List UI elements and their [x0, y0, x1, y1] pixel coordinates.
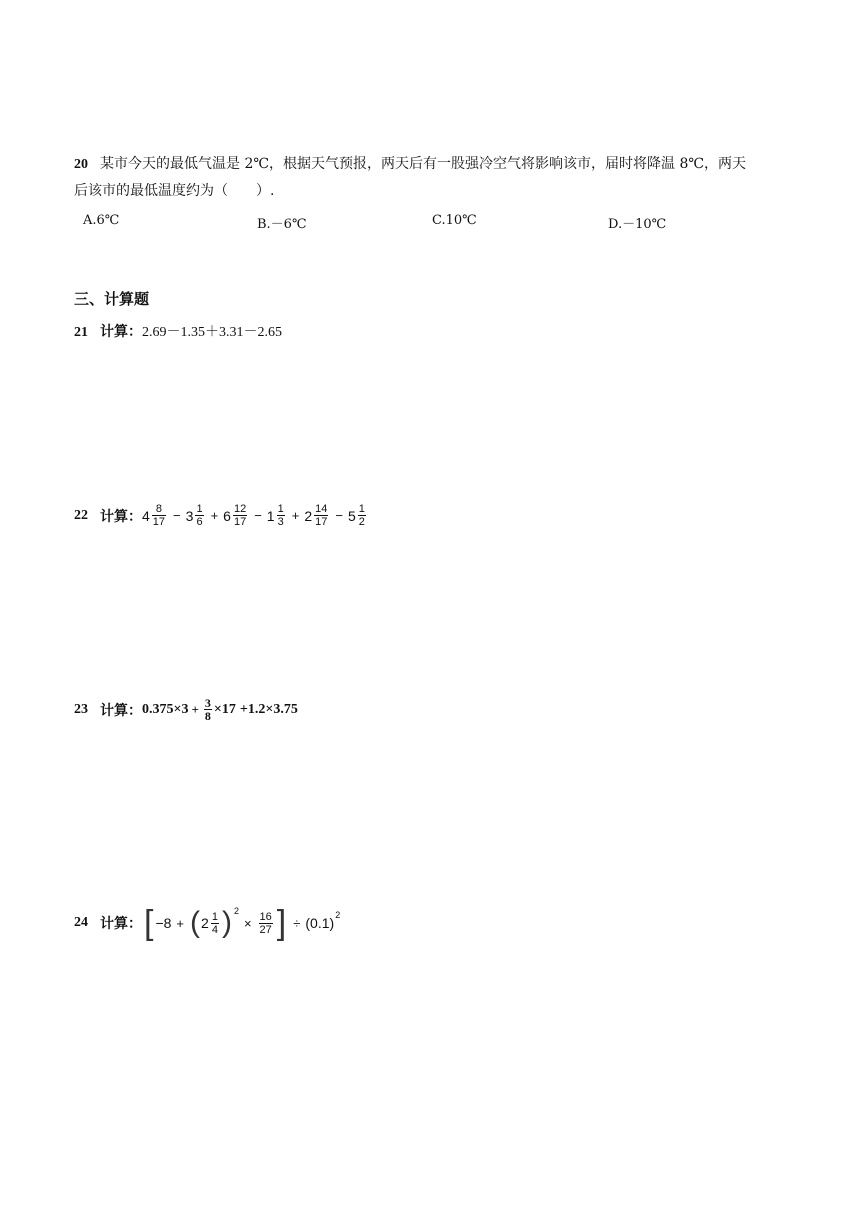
question-24: [74, 906, 340, 940]
fraction: [259, 911, 273, 936]
operator: ÷: [293, 915, 301, 931]
fraction: [314, 503, 328, 528]
question-number: 21: [74, 325, 88, 340]
term: ×17: [213, 701, 236, 717]
whole: 1: [266, 507, 275, 524]
numerator: 1: [211, 910, 218, 923]
left-paren: (: [190, 906, 201, 939]
operator: −: [335, 508, 343, 523]
left-bracket: [: [144, 904, 154, 942]
question-expression: 2.69－1.35＋3.31－2.65: [142, 325, 282, 340]
whole: 2: [201, 915, 209, 931]
section-title: 三、计算题: [74, 290, 150, 308]
question-text: 某市今天的最低气温是 2℃，根据天气预报，两天后有一股强冷空气将影响该市，届时将降温 8℃，两天: [100, 156, 747, 172]
mixed-number: [201, 911, 221, 936]
operator: +: [291, 508, 300, 523]
question-number: 20: [74, 157, 88, 172]
whole: 3: [185, 507, 194, 524]
question-21: [74, 321, 282, 341]
denominator: 3: [277, 516, 284, 528]
question-20-line1: [74, 153, 746, 173]
question-20-line2: 后该市的最低温度约为（ ）.: [74, 183, 275, 199]
fraction: [152, 503, 166, 528]
mixed-number: [267, 503, 287, 528]
numerator: 16: [259, 910, 272, 923]
denominator: 17: [233, 516, 247, 528]
operator: +: [191, 701, 199, 717]
whole: 4: [142, 507, 150, 524]
mixed-number: [223, 503, 249, 528]
mixed-number: [186, 503, 206, 528]
numerator: 3: [204, 696, 211, 710]
question-23: [74, 697, 298, 722]
option-d: D.－10℃: [608, 217, 667, 232]
exponent: 2: [233, 906, 239, 916]
denominator: 17: [315, 516, 328, 528]
question-number: 22: [74, 507, 88, 523]
denominator: 6: [196, 516, 203, 528]
operator: +: [210, 508, 219, 523]
whole: 6: [223, 507, 231, 524]
question-label: 计算：: [100, 916, 142, 932]
operator: −: [254, 508, 262, 523]
option-c: C.10℃: [432, 213, 477, 228]
question-22: [74, 503, 368, 528]
denominator: 8: [204, 709, 211, 723]
question-label: 计算：: [100, 508, 142, 525]
right-paren: ): [221, 906, 232, 939]
term: +1.2×3.75: [239, 701, 298, 717]
denominator: 17: [152, 516, 166, 528]
term: (0.1): [305, 915, 335, 931]
numerator: 1: [196, 503, 203, 515]
numerator: 1: [277, 503, 284, 515]
numerator: 1: [358, 503, 365, 515]
denominator: 4: [211, 923, 218, 936]
numerator: 12: [233, 503, 247, 515]
term: 0.375×3: [142, 701, 189, 717]
whole: 5: [347, 507, 356, 524]
math-expression: [142, 503, 368, 528]
question-number: 24: [74, 915, 88, 930]
operator: ×: [243, 915, 252, 931]
denominator: 2: [358, 516, 365, 528]
question-label: 计算：: [100, 702, 142, 719]
fraction: [277, 503, 285, 528]
term: −8: [155, 915, 172, 931]
whole: 2: [304, 507, 313, 524]
numerator: 14: [315, 503, 328, 515]
option-b: B.－6℃: [257, 217, 307, 232]
mixed-number: [304, 503, 330, 528]
mixed-number: [348, 503, 368, 528]
fraction: [211, 911, 219, 936]
numerator: 8: [155, 503, 162, 515]
option-a: A.6℃: [83, 213, 120, 228]
fraction: [204, 697, 212, 722]
right-bracket: ]: [276, 904, 287, 942]
fraction: [195, 503, 203, 528]
operator: +: [176, 915, 185, 931]
math-expression: [142, 697, 298, 722]
exponent: 2: [335, 910, 341, 920]
denominator: 27: [259, 923, 272, 936]
math-expression: [142, 906, 340, 940]
fraction: [233, 503, 247, 528]
question-label: 计算：: [100, 324, 142, 340]
question-number: 23: [74, 701, 88, 717]
fraction: [358, 503, 366, 528]
mixed-number: [142, 503, 168, 528]
operator: −: [173, 508, 181, 523]
